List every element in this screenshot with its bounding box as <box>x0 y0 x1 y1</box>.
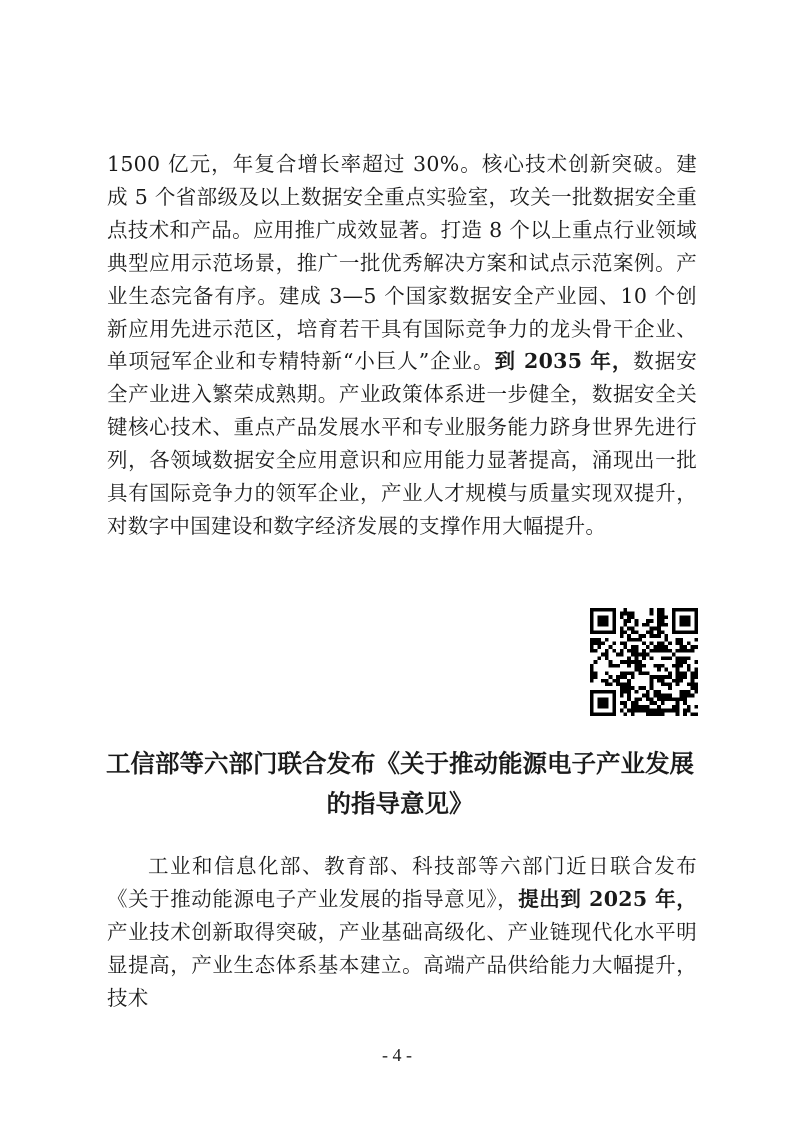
qr-code-icon <box>590 608 698 716</box>
article-title: 工信部等六部门联合发布《关于推动能源电子产业发展的指导意见》 <box>106 749 694 818</box>
intro-text-1: 1500 亿元，年复合增长率超过 30%。核心技术创新突破。建成 5 个省部级及以上数据安全重点实验室，攻关一批数据安全重点技术和产品。应用推广成效显著。打造 8 个以上重点行业领域典型应用示范场景，推广一批优秀解决方案和试点示范案例。产业生态完备有序。建成 3—5 个国家数据安全产业园、10 个创新应用先进示范区，培育若干具有国际竞争力的龙头骨干企业、单项冠军企业和专精特新“小巨人”企业。 <box>107 152 697 374</box>
intro-text-2035-bold: 到 2035 年， <box>494 349 634 374</box>
article-body-text-1: 工业和信息化部、教育部、科技部等六部门近日联合发布《关于推动能源电子产业发展的指导意见》， <box>107 854 697 911</box>
intro-text-3: 数据安全产业进入繁荣成熟期。产业政策体系进一步健全，数据安全关键核心技术、重点产品发展水平和专业服务能力跻身世界先进行列，各领域数据安全应用意识和应用能力显著提高，涌现出一批具有国际竞争力的领军企业，产业人才规模与质量实现双提升，对数字中国建设和数字经济发展的支撑作用大幅提升。 <box>107 349 697 538</box>
article-body-paragraph <box>107 850 697 1015</box>
article-body-text-2025-bold: 提出到 2025 年， <box>518 886 697 911</box>
intro-paragraph <box>107 148 697 543</box>
article-body-text-3: 产业技术创新取得突破，产业基础高级化、产业链现代化水平明显提高，产业生态体系基本建立。高端产品供给能力大幅提升，技术 <box>107 919 697 1010</box>
page-number: - 4 - <box>382 1045 412 1065</box>
